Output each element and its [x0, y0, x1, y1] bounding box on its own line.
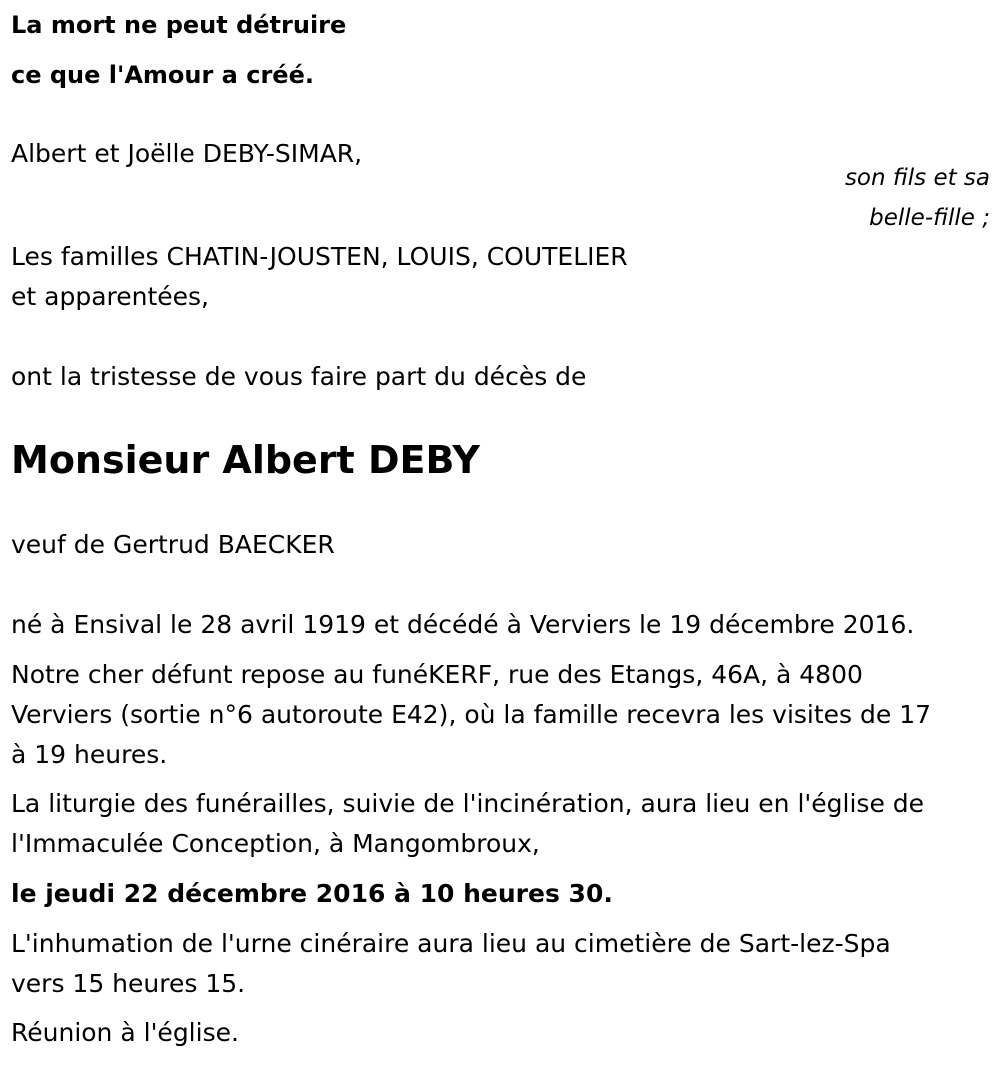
burial-line-2: vers 15 heures 15. [11, 969, 246, 998]
announcement-text: ont la tristesse de vous faire part du décès de [11, 362, 587, 391]
liturgy-date: le jeudi 22 décembre 2016 à 10 heures 30. [11, 879, 613, 908]
son-relation-line-1: son fils et sa [844, 165, 990, 191]
rest-line-1: Notre cher défunt repose au funéKERF, rue des Etangs, 46A, à 4800 [11, 660, 863, 689]
deceased-name: Monsieur Albert DEBY [11, 438, 480, 482]
quote-line-1: La mort ne peut détruire [11, 11, 347, 39]
families-line-1: Les familles CHATIN-JOUSTEN, LOUIS, COUTELIER [11, 242, 628, 271]
liturgy-line-1: La liturgie des funérailles, suivie de l'incinération, aura lieu en l'église de [11, 789, 925, 818]
birth-death-text: né à Ensival le 28 avril 1919 et décédé à Verviers le 19 décembre 2016. [11, 610, 915, 639]
families-line-2: et apparentées, [11, 282, 209, 311]
widower-text: veuf de Gertrud BAECKER [11, 530, 335, 559]
rest-line-2: Verviers (sortie n°6 autoroute E42), où la famille recevra les visites de 17 [11, 700, 932, 729]
quote-line-2: ce que l'Amour a créé. [11, 61, 314, 89]
meeting-text: Réunion à l'église. [11, 1018, 239, 1047]
burial-line-1: L'inhumation de l'urne cinéraire aura lieu au cimetière de Sart-lez-Spa [11, 929, 891, 958]
son-names: Albert et Joëlle DEBY-SIMAR, [11, 139, 363, 168]
liturgy-line-2: l'Immaculée Conception, à Mangombroux, [11, 829, 540, 858]
rest-line-3: à 19 heures. [11, 740, 168, 769]
son-relation-line-2: belle-fille ; [869, 205, 990, 231]
